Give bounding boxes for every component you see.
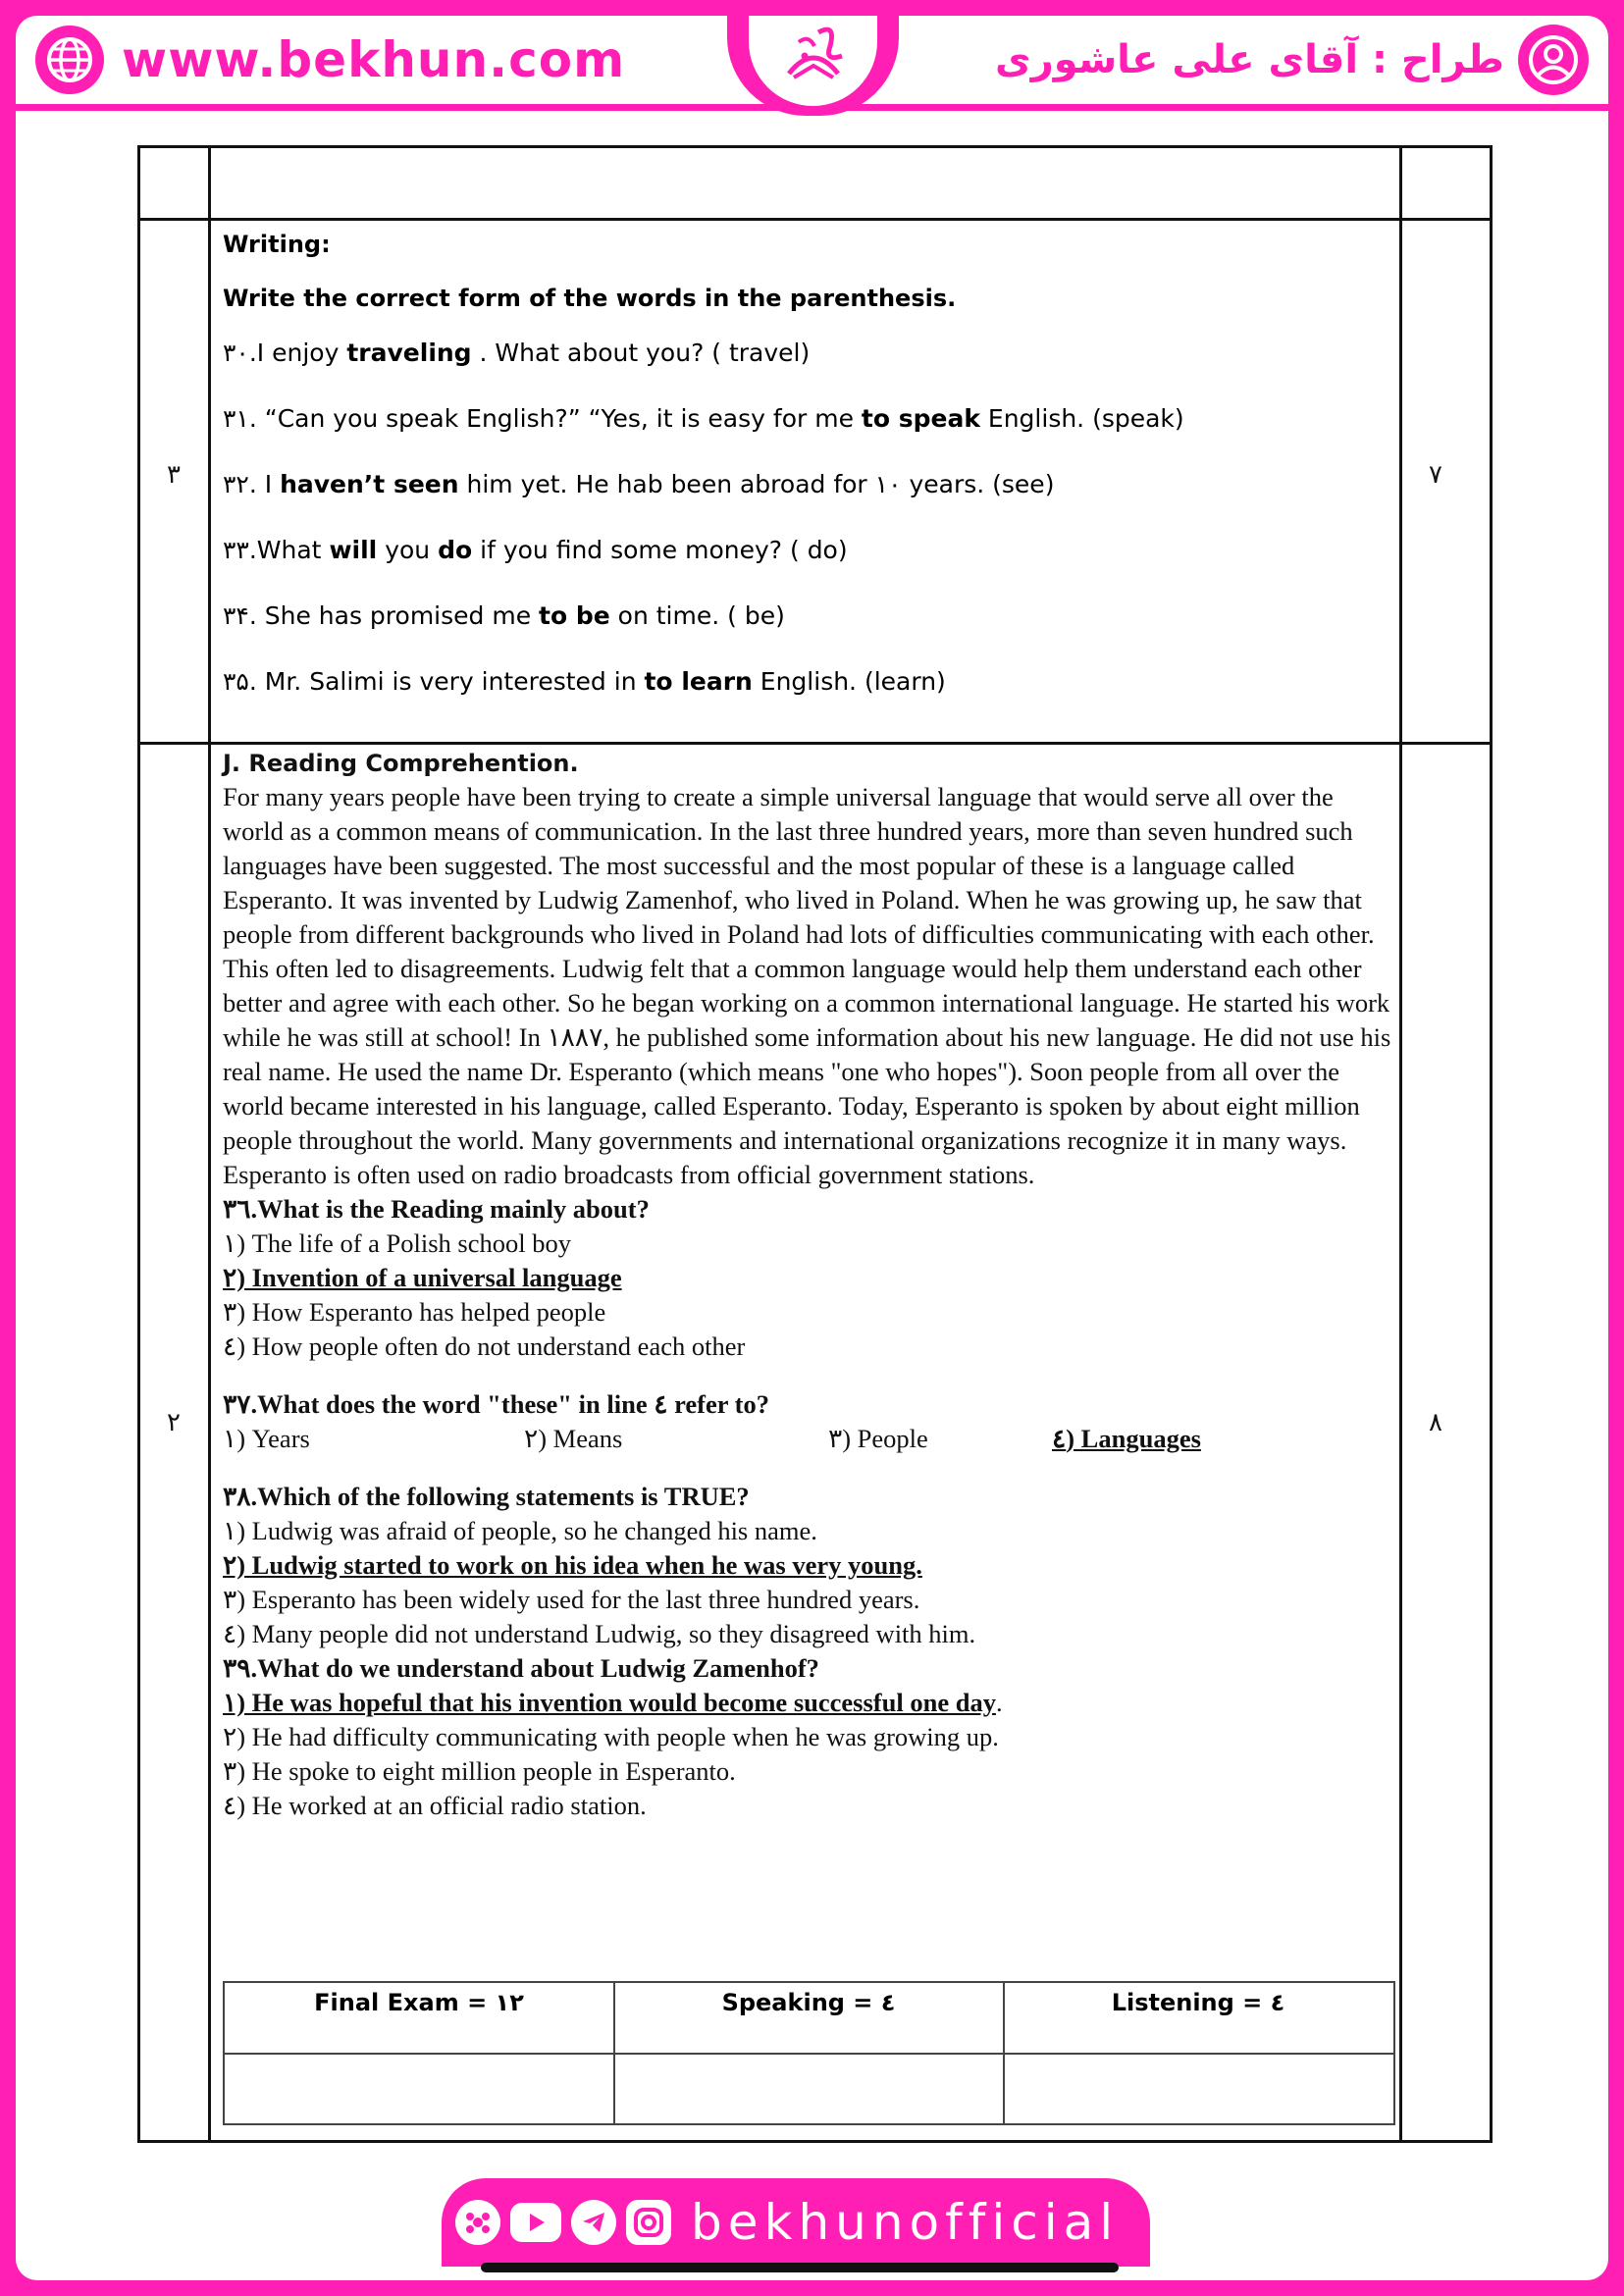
exam-table: [137, 145, 1493, 2143]
option: ۱) The life of a Polish school boy: [223, 1228, 571, 1258]
item-answer: to learn: [644, 667, 753, 696]
social-footer: [442, 2178, 1150, 2267]
option: ٤) He worked at an official radio station.: [223, 1791, 647, 1820]
option: ۳) He spoke to eight million people in Esperanto.: [223, 1756, 736, 1786]
option-correct-line: [223, 1686, 1400, 1720]
item-text: you: [377, 536, 439, 564]
writing-item: [223, 404, 1184, 433]
speaking-score: Speaking = ٤: [721, 1989, 896, 2016]
table-divider: [140, 742, 1490, 745]
reading-passage: For many years people have been trying to create a simple universal language that would serve all over the world as a common means of communication. In the last three hundred years, more than seven hundred such languages have been suggested. The most successful and the most popular of these is a language called Esperanto. It was invented by Ludwig Zamenhof, who lived in Poland. When he was growing up, he saw that people from different backgrounds who lived in Poland had lots of difficulties communicating with each other. This often led to disagreements. Ludwig felt that a common language would help them understand each other better and agree with each other. So he began working on a common international language. He started his work while he was still at school! In ۱۸۸۷, he published some information about his new language. He did not use his real name. He used the name Dr. Esperanto (which means "one who hopes"). Soon people from all over the world became interested in his language, called Esperanto. Today, Esperanto is spoken by about eight million people throughout the world. Many governments and international organizations recognize it in many ways. Esperanto is often used on radio broadcasts from official government stations.: [223, 782, 1391, 1189]
item-text: ۳۱. “Can you speak English?” “Yes, it is easy for me: [223, 404, 862, 433]
item-text: if you find some money? ( do): [472, 536, 848, 564]
item-answer: will: [329, 536, 378, 564]
item-text: English. (learn): [752, 667, 946, 696]
option: ۳) Esperanto has been widely used for the last three hundred years.: [223, 1585, 920, 1614]
item-answer: haven’t seen: [280, 470, 459, 498]
item-answer: do: [438, 536, 473, 564]
youtube-icon[interactable]: [510, 2203, 561, 2242]
option: ۳) How Esperanto has helped people: [223, 1297, 606, 1327]
option: ۲) He had difficulty communicating with people when he was growing up.: [223, 1722, 999, 1751]
row-number: ۲: [167, 1408, 181, 1437]
option: ۱) Years: [223, 1424, 310, 1453]
item-answer: to be: [539, 601, 610, 630]
user-icon: [1518, 25, 1589, 95]
item-text: English. (speak): [979, 404, 1184, 433]
option-correct: ۱) He was hopeful that his invention would become successful one day: [223, 1688, 996, 1717]
writing-item: [223, 339, 810, 367]
item-answer: to speak: [861, 404, 980, 433]
logo-tab: [727, 16, 899, 116]
option-correct: ٤) Languages: [1052, 1424, 1201, 1453]
writing-item: [223, 601, 785, 630]
designer-credit: [995, 24, 1589, 96]
instagram-icon[interactable]: [626, 2200, 671, 2245]
option: ۲) Means: [524, 1424, 623, 1453]
writing-title: Writing:: [223, 231, 331, 258]
option-correct: ۲) Ludwig started to work on his idea when he was very young.: [223, 1550, 922, 1580]
listening-score: Listening = ٤: [1111, 1989, 1285, 2016]
question-36: ۳٦.What is the Reading mainly about?: [223, 1194, 650, 1224]
item-text: ۳۰.I enjoy: [223, 339, 347, 367]
writing-item: [223, 536, 848, 564]
item-text: ۳۵. Mr. Salimi is very interested in: [223, 667, 645, 696]
reading-section: [223, 747, 1400, 1823]
item-text: ۳۲. I: [223, 470, 281, 498]
item-answer: traveling: [346, 339, 472, 367]
item-text: ۳۴. She has promised me: [223, 601, 540, 630]
row-score: ۸: [1429, 1408, 1442, 1437]
designer-name: طراح : آقای علی عاشوری: [995, 37, 1504, 82]
telegram-icon[interactable]: [571, 2200, 616, 2245]
writing-instruction: Write the correct form of the words in the parenthesis.: [223, 285, 957, 312]
site-url[interactable]: www.bekhun.com: [122, 31, 626, 88]
table-divider: [140, 218, 1490, 221]
option-correct: ۲) Invention of a universal language: [223, 1263, 622, 1292]
writing-item: [223, 470, 1054, 498]
podcast-icon[interactable]: [455, 2200, 500, 2245]
item-text: him yet. He hab been abroad for ۱۰ years. (see): [458, 470, 1055, 498]
option: ۳) People: [828, 1424, 928, 1453]
item-text: on time. ( be): [609, 601, 785, 630]
table-divider: [225, 2053, 1393, 2055]
row-score: ۷: [1429, 460, 1442, 490]
item-text: ۳۳.What: [223, 536, 330, 564]
option: ٤) Many people did not understand Ludwig, so they disagreed with him.: [223, 1619, 976, 1648]
option: ٤) How people often do not understand each other: [223, 1331, 746, 1361]
question-37: ۳۷.What does the word "these" in line ٤ refer to?: [223, 1389, 769, 1419]
punctuation: .: [995, 1688, 1003, 1717]
score-table: [223, 1981, 1395, 2125]
bekhun-logo: [749, 16, 877, 106]
options-row: [223, 1422, 1400, 1456]
reading-title: J. Reading Comprehention.: [223, 750, 579, 777]
header-bar: [16, 16, 1608, 111]
question-38: ۳۸.Which of the following statements is TRUE?: [223, 1482, 750, 1511]
question-39: ۳۹.What do we understand about Ludwig Zamenhof?: [223, 1653, 819, 1683]
page: [16, 16, 1608, 2280]
item-text: . What about you? ( travel): [471, 339, 811, 367]
table-divider: [208, 148, 211, 2140]
writing-item: [223, 667, 946, 696]
site-link[interactable]: [35, 24, 625, 96]
final-exam-score: Final Exam = ۱۲: [314, 1989, 524, 2016]
footer-shadow: [481, 2263, 1119, 2272]
option: ۱) Ludwig was afraid of people, so he changed his name.: [223, 1516, 817, 1545]
globe-icon: [35, 26, 104, 94]
social-handle[interactable]: bekhunofficial: [691, 2194, 1120, 2251]
row-number: ۳: [167, 460, 181, 490]
